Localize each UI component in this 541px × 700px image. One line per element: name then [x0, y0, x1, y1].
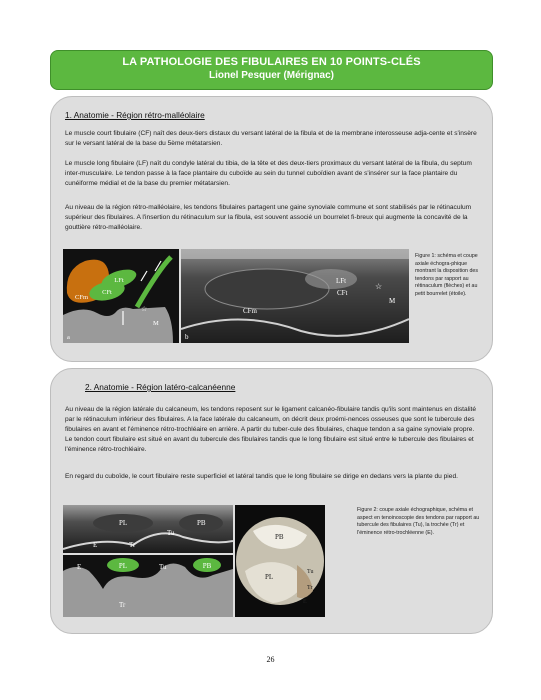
label-tu: Tu: [167, 529, 175, 537]
label-e: E: [303, 599, 307, 605]
label-tr: Tr: [119, 601, 126, 609]
label-pl: PL: [265, 573, 274, 581]
paragraph: Au niveau de la région rétro-malléolaire, les tendons fibulaires partagent une gaine synoviale commune et sont stabilisés par le rétinaculum supérieur des fibulaires. A l'insertion du rétinaculum sur la fibula, est souvent associé un bourrelet fi-breux qui augmente la concavité de la gouttière rétro-malléolaire.: [65, 204, 472, 231]
ultrasound-figure: [63, 505, 233, 553]
label-cfm: CFm: [243, 307, 258, 315]
ultrasound-figure: [181, 249, 409, 343]
label-pb: PB: [275, 533, 284, 541]
section-title: 1. Anatomie - Région rétro-malléolaire: [65, 110, 205, 120]
page-title: LA PATHOLOGIE DES FIBULAIRES EN 10 POINTS-CLÉS: [122, 56, 421, 68]
paragraph: Le muscle long fibulaire (LF) naît du condyle latéral du tibia, de la tête et des deux-tiers proximaux du versant latéral de la fibula, du septum inter-musculaire. Le tendon passe à la face plantaire du cuboïde au sein du tunnel cuboïdien avant de s'insérer sur la face plantaire du cunéiforme médial et de la base du premier métatarsien.: [65, 160, 472, 187]
label-pl: PL: [119, 519, 128, 527]
label-tr: Tr: [129, 541, 136, 549]
section-retro-malleolar: [50, 96, 493, 362]
label-cfm: CFm: [75, 294, 89, 301]
label-m: M: [389, 297, 396, 305]
title-banner: [50, 50, 493, 90]
section-title: 2. Anatomie - Région latéro-calcanéenne: [85, 382, 236, 392]
label-star: ☆: [141, 305, 148, 313]
paragraph: Le muscle court fibulaire (CF) naît des deux-tiers distaux du versant latéral de la fibula et de la membrane interosseuse adja-cente et s'insère sur le versant latéral de la base du 5ème métatarsien.: [65, 130, 477, 147]
label-lf: LFt: [114, 277, 124, 284]
paragraph: En regard du cuboïde, le court fibulaire reste superficiel et latéral tandis que le long fibulaire se dirige en dedans vers la plante du pied.: [65, 473, 458, 480]
paragraph: Au niveau de la région latérale du calcaneum, les tendons reposent sur le ligament calcanéo-fibulaire tandis qu'ils sont maintenus en distalité par le rétinaculum inférieur des fibulaires. A la face latérale du calcaneum, on décrit deux proémi-nences osseuses que sont le tubercule des fibulaires en avant et l'éminence rétro-trochléaire en arrière. A partir du tuber-cule des fibulaires, chaque tendon a sa gaine synoviale propre. Le tendon court fibulaire est situé en avant du tubercule des fibulaires tandis que le long fibulaire est situé entre le tubercule des fibulaires et l'éminence rétro-trochléaire.: [65, 406, 477, 453]
author-line: Lionel Pesquer (Mérignac): [208, 70, 335, 81]
label-tr: Tr: [307, 585, 313, 591]
label-a: a: [67, 334, 70, 341]
figure-caption: Figure 1: schéma et coupe axiale échogra-phique montrant la disposition des tendons par rapport au rétinaculum (flèches) et au petit bourrelet (étoile).: [415, 253, 479, 297]
section-latero-calcaneal: [50, 368, 493, 634]
figure-caption: Figure 2: coupe axiale échographique, schéma et aspect en tenoinoscopie des tendons par rapport au tubercule des fibulaires (Tu), la trochée (Tr) et l'éminence rétro-trochléenne (E).: [357, 507, 480, 536]
anatomy-schema-figure: [63, 249, 179, 343]
label-pl: PL: [118, 562, 128, 570]
label-cf: CFt: [337, 289, 348, 297]
label-e: E: [93, 541, 98, 549]
page-number: 26: [266, 655, 275, 664]
label-pb: PB: [202, 562, 212, 570]
label-m: M: [153, 320, 159, 327]
label-b: b: [185, 333, 189, 341]
label-pb: PB: [197, 519, 206, 527]
label-lf: LFt: [336, 277, 347, 285]
label-tu: Tu: [159, 563, 167, 571]
label-star: ☆: [375, 282, 383, 291]
tenoscopy-figure: [235, 505, 325, 617]
calcaneal-schema-figure: [63, 555, 233, 617]
label-e: E: [77, 563, 82, 571]
label-cf: CFt: [102, 289, 112, 296]
label-tu: Tu: [307, 569, 314, 575]
